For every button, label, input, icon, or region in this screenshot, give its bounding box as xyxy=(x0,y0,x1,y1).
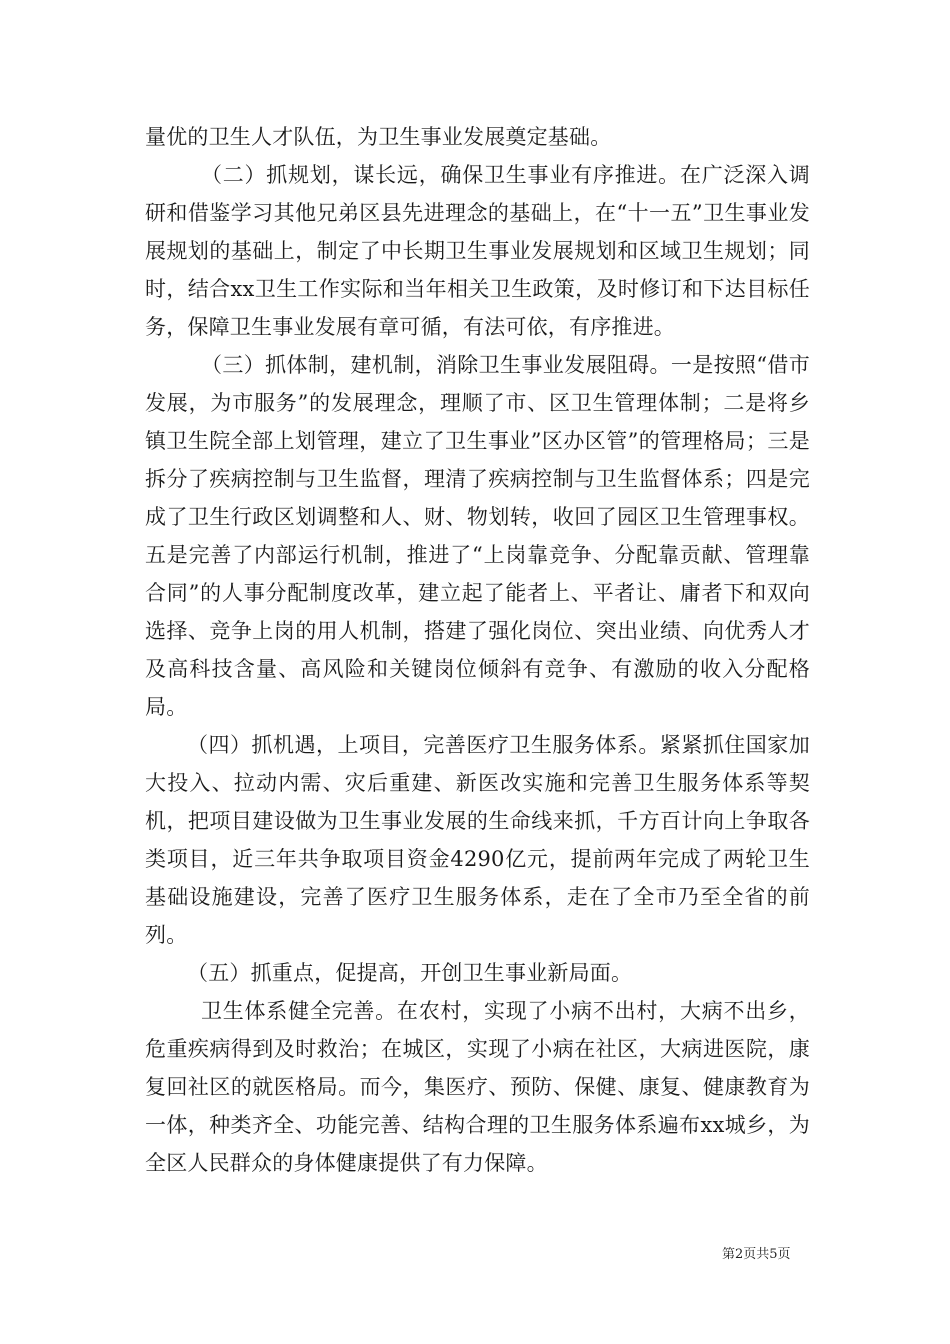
paragraph-priorities-heading: （五）抓重点，促提高，开创卫生事业新局面。 xyxy=(187,961,633,985)
page-number: 第2页共5页 xyxy=(722,1247,791,1262)
paragraph-continuation: 量优的卫生人才队伍，为卫生事业发展奠定基础。 xyxy=(145,125,612,149)
document-body xyxy=(145,118,810,1182)
paragraph-planning: （二）抓规划，谋长远，确保卫生事业有序推进。在广泛深入调研和借鉴学习其他兄弟区县先进理念的基础上，在“十一五”卫生事业发展规划的基础上，制定了中长期卫生事业发展规划和区域卫生规划；同时，结合xx卫生工作实际和当年相关卫生政策，及时修订和下达目标任务，保障卫生事业发展有章可循，有法可依，有序推进。 xyxy=(145,163,810,339)
paragraph-system: （三）抓体制，建机制，消除卫生事业发展阻碍。一是按照“借市发展，为市服务”的发展理念，理顺了市、区卫生管理体制；二是将乡镇卫生院全部上划管理，建立了卫生事业”区办区管”的管理格局；三是拆分了疾病控制与卫生监督，理清了疾病控制与卫生监督体系；四是完成了卫生行政区划调整和人、财、物划转，收回了园区卫生管理事权。五是完善了内部运行机制，推进了“上岗靠竞争、分配靠贡献、管理靠合同”的人事分配制度改革，建立起了能者上、平者让、庸者下和双向选择、竞争上岗的用人机制，搭建了强化岗位、突出业绩、向优秀人才及高科技含量、高风险和关键岗位倾斜有竞争、有激励的收入分配格局。 xyxy=(145,353,810,719)
paragraph-projects: （四）抓机遇，上项目，完善医疗卫生服务体系。紧紧抓住国家加大投入、拉动内需、灾后重建、新医改实施和完善卫生服务体系等契机，把项目建设做为卫生事业发展的生命线来抓，千方百计向上争取各类项目，近三年共争取项目资金4290亿元，提前两年完成了两轮卫生基础设施建设，完善了医疗卫生服务体系，走在了全市乃至全省的前列。 xyxy=(145,733,810,947)
paragraph-health-system: 卫生体系健全完善。在农村，实现了小病不出村，大病不出乡，危重疾病得到及时救治；在城区，实现了小病在社区，大病进医院，康复回社区的就医格局。而今，集医疗、预防、保健、康复、健康教育为一体，种类齐全、功能完善、结构合理的卫生服务体系遍布xx城乡，为全区人民群众的身体健康提供了有力保障。 xyxy=(145,999,810,1175)
